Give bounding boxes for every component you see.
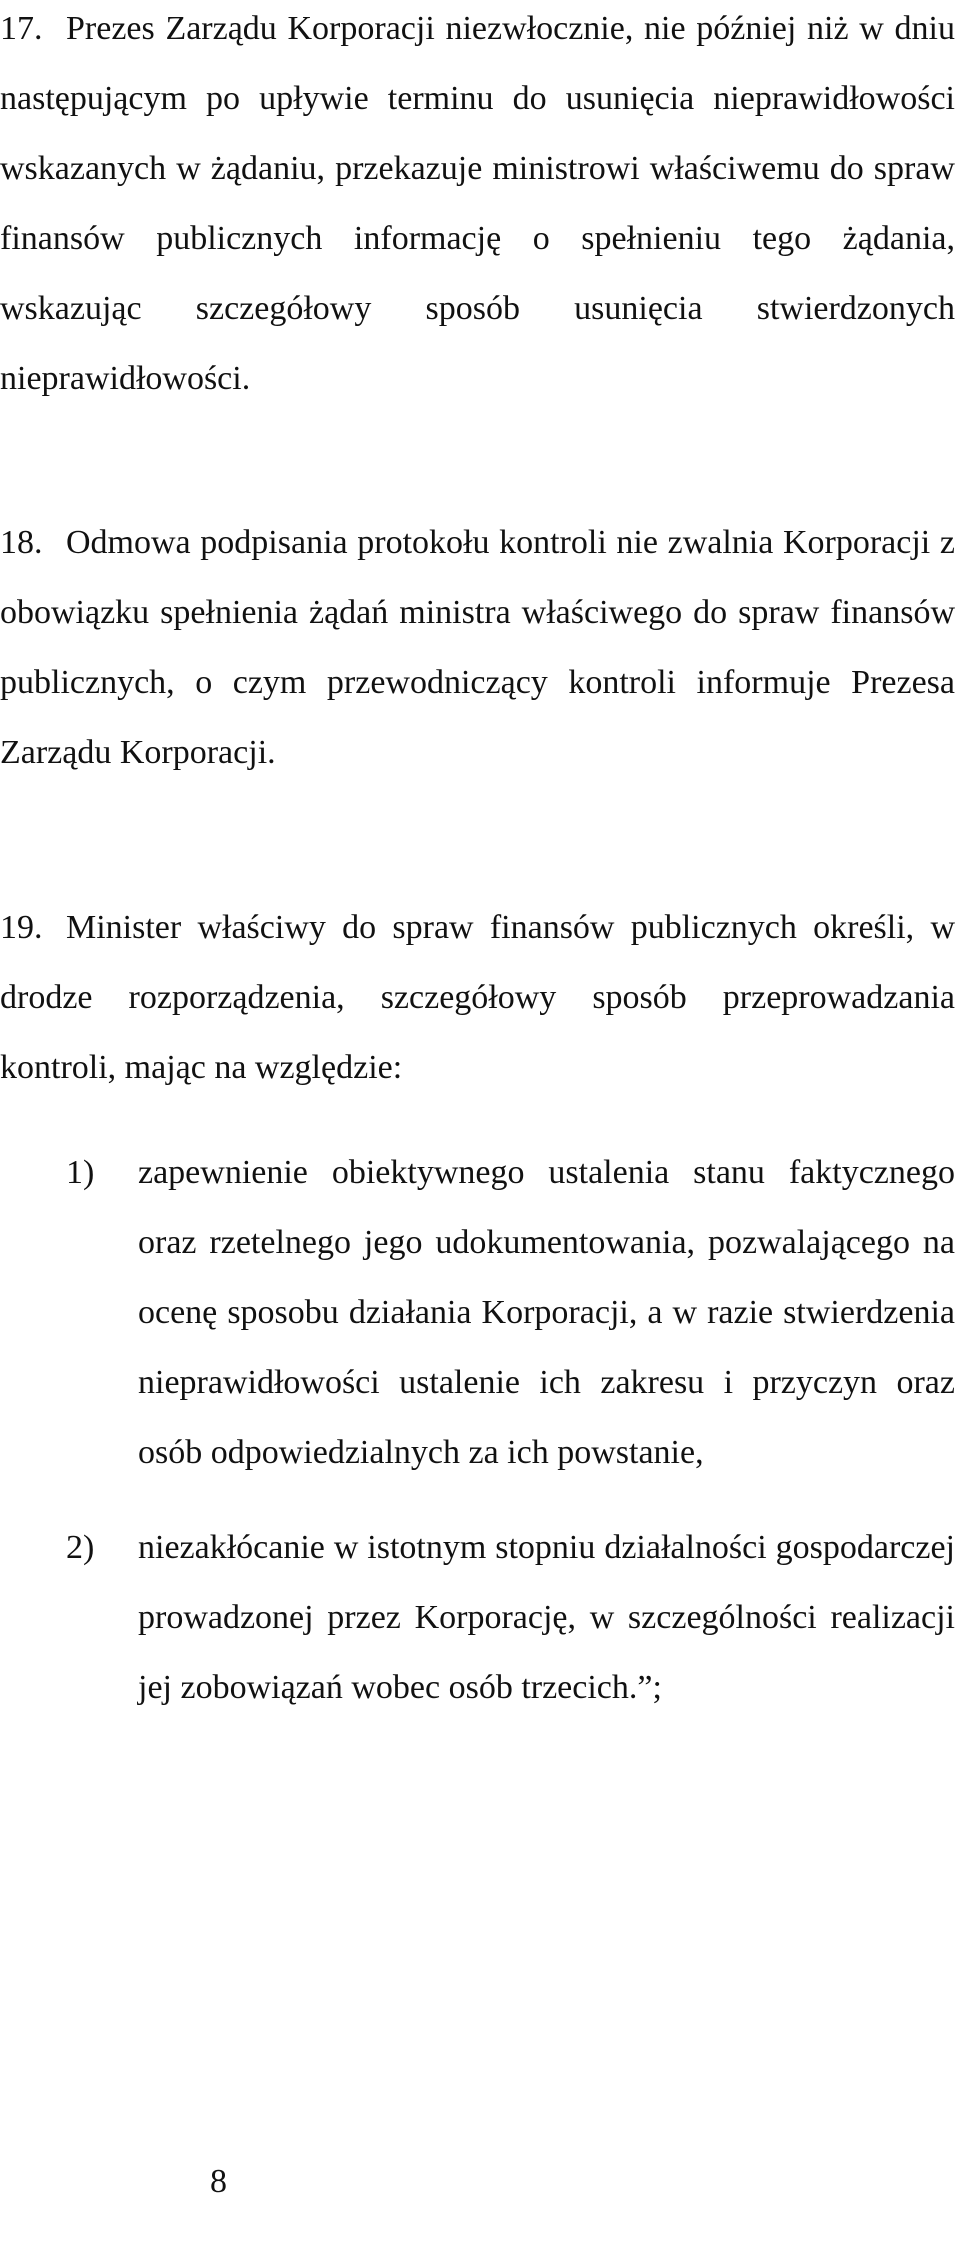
paragraph-text: Prezes Zarządu Korporacji niezwłocznie, nie później niż w dniu następującym po upływie terminu do usunięcia nieprawidłowości wskazanych w żądaniu, przekazuje ministrowi właściwemu do spraw finansów publicznych informację o spełnieniu tego żądania, wskazując szczegółowy sposób usunięcia stwierdzonych nieprawidłowości.	[0, 10, 955, 397]
page-number: 8	[210, 2163, 227, 2200]
paragraph-text: Odmowa podpisania protokołu kontroli nie zwalnia Korporacji z obowiązku spełnienia żądań ministra właściwego do spraw finansów publicznych, o czym przewodniczący kontroli informuje Prezesa Zarządu Korporacji.	[0, 524, 955, 771]
paragraph-text: Minister właściwy do spraw finansów publicznych określi, w drodze rozporządzenia, szczegółowy sposób przeprowadzania kontroli, mając na względzie:	[0, 909, 955, 1086]
list-item-2	[66, 1513, 955, 1723]
paragraph-17	[0, 0, 955, 414]
list-item-label: 2)	[66, 1529, 95, 1566]
paragraph-number: 18.	[0, 524, 43, 561]
paragraph-18	[0, 508, 955, 788]
paragraph-19	[0, 893, 955, 1103]
list-item-text: niezakłócanie w istotnym stopniu działalności gospodarczej prowadzonej przez Korporację, w szczególności realizacji jej zobowiązań wobec osób trzecich.”;	[138, 1529, 955, 1706]
list-item-1	[66, 1138, 955, 1488]
paragraph-number: 17.	[0, 10, 43, 47]
enumeration-list	[66, 1138, 955, 1748]
list-item-text: zapewnienie obiektywnego ustalenia stanu faktycznego oraz rzetelnego jego udokumentowania, pozwalającego na ocenę sposobu działania Korporacji, a w razie stwierdzenia nieprawidłowości ustalenie ich zakresu i przyczyn oraz osób odpowiedzialnych za ich powstanie,	[138, 1154, 955, 1471]
list-item-label: 1)	[66, 1154, 95, 1191]
paragraph-number: 19.	[0, 909, 43, 946]
